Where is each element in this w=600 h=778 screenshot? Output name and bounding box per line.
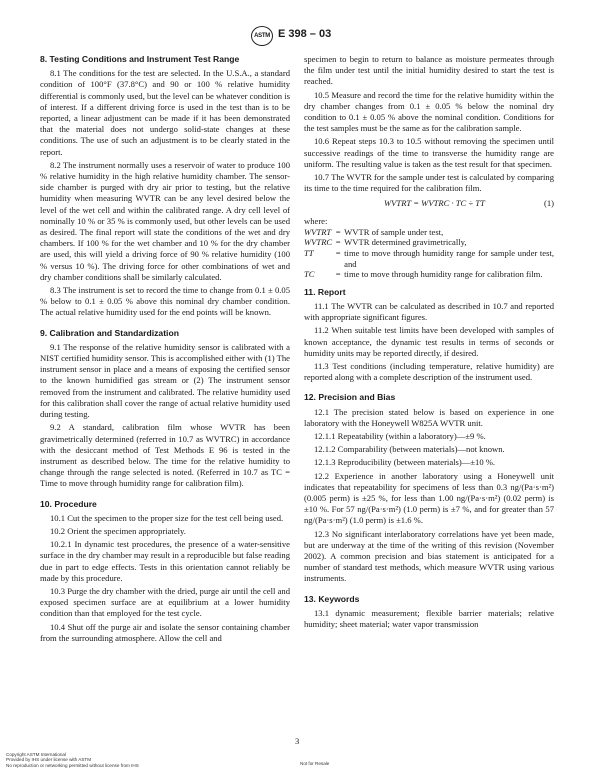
definition-row (304, 227, 554, 238)
paragraph-10-2: 10.2 Orient the specimen appropriately. (50, 525, 186, 536)
section-heading-13: 13. Keywords (304, 593, 360, 604)
paragraph-10-1: 10.1 Cut the specimen to the proper size for the test cell being used. (50, 512, 284, 523)
page-header (0, 24, 600, 48)
paragraph-10-5: 10.5 Measure and record the time for the relative humidity within the dry chamber changes from 0.1 ± 0.05 % below the nominal dry condition to 0.1 ± 0.05 % above the nominal condition. Conditions for the test samples must be the same as for the calibration sample. (304, 89, 554, 134)
section-heading-9: 9. Calibration and Standardization (40, 327, 179, 338)
definition-row (304, 248, 554, 269)
paragraph-12-1-2: 12.1.2 Comparability (between materials)—not known. (314, 444, 505, 455)
astm-logo: ASTM (251, 26, 273, 46)
paragraph-12-1-1: 12.1.1 Repeatability (within a laboratory)—±9 %. (314, 431, 486, 442)
paragraph-10-4: 10.4 Shut off the purge air and isolate the sensor containing chamber from the surrounding atmosphere. Allow the cell and (40, 621, 290, 643)
definition-symbol: WVTRC (304, 237, 333, 248)
paragraph-11-2: 11.2 When suitable test limits have been developed with samples of known acceptance, the dynamic test results in terms of seconds or humidity units may be reported directly, if desired. (304, 325, 554, 358)
paragraph-8-2: 8.2 The instrument normally uses a reservoir of water to produce 100 % relative humidity in the high relative humidity chamber. The sensor-side chamber is purged with dry air prior to testing, but the relative humidity when measuring WVTR can be any level desired below the level of the wet cell and within the calibrated range. A dry cell level of nominally 10 % or 35 % is commonly used, but other levels can be used as desired. The final report will state the conditions of the wet and dry chambers. If 100 % for the wet chamber and 10 % for the dry chamber are used, this will yield a driving force of 90 % relative humidity (100 % versus 10 %). The driving force for other combinations of wet and dry chamber conditions shall be similarly calculated. (40, 159, 290, 282)
definition-row (304, 237, 554, 248)
page-number: 3 (295, 736, 300, 746)
paragraph-8-3: 8.3 The instrument is set to record the time to change from 0.1 ± 0.05 % below to 0.1 ± 0.05 % above this nominal dry chamber condition. The actual relative humidity used for the end points will be known. (40, 285, 290, 318)
equation-1 (304, 198, 554, 209)
paragraph-10-3: 10.3 Purge the dry chamber with the dried, purge air until the cell and exposed specimen surface are at equilibrium at a lower humidity condition than that employed for the test cycle. (40, 585, 290, 619)
reproduction-line: No reproduction or networking permitted without license from IHS (6, 762, 139, 768)
section-heading-8: 8. Testing Conditions and Instrument Test Range (40, 54, 240, 64)
copyright-notice (6, 752, 139, 768)
paragraph-8-1: 8.1 The conditions for the test are selected. In the U.S.A., a standard condition of 100°F (37.8°C) and 90 or 100 % relative humidity differential is commonly used, but the level can be whatever condition is of interest. If a different driving force is used in the test than is to be reported, a linear adjustment can be made if it has been demonstrated that the material does not undergo solid-state changes at these conditions. The use of such an adjustment is to be clearly stated in the report. (40, 68, 290, 157)
definition-text: time to move through humidity range for calibration film. (344, 269, 543, 280)
section-heading-10: 10. Procedure (40, 498, 97, 509)
license-line: Provided by IHS under license with ASTM (6, 757, 92, 763)
definition-text: time to move through humidity range for sample under test, and (344, 248, 554, 269)
paragraph-10-4-continued: specimen to begin to return to balance as moisture permeates through the film under test until the initial humidity desired to start the test is reached. (304, 54, 554, 87)
definition-text: WVTR of sample under test, (344, 226, 444, 237)
copyright-line: Copyright ASTM International (6, 752, 67, 757)
definition-symbol: TC (304, 269, 315, 280)
section-heading-12: 12. Precision and Bias (304, 392, 396, 403)
not-for-resale-label: Not for Resale (300, 761, 330, 766)
paragraph-12-3: 12.3 No significant interlaboratory correlations have yet been made, but are underway at the time of the writing of this revision (November 2002). A common precision and bias statement is anticipated for a number of standard test methods, which measure WVTR using various instruments. (304, 528, 554, 584)
definition-symbol: TT (304, 248, 314, 259)
paragraph-9-1: 9.1 The response of the relative humidity sensor is calibrated with a NIST certified humidity sensor. This is accomplished either with (1) The instrument sensor in place and a means of exposing the certified sensor to the known humidified gas stream or (2) The instrument sensor removed from the instrument and calibrated. The relative humidity used for this calibration shall cover the range of actual relative humidity used during testing. (40, 341, 290, 420)
section-heading-11: 11. Report (304, 286, 346, 297)
right-column (304, 54, 554, 632)
paragraph-10-6: 10.6 Repeat steps 10.3 to 10.5 without removing the specimen until successive readings of the time to transverse the humidity range are uniform. The resulting value is taken as the test result for that specimen. (304, 136, 554, 169)
definition-symbol: WVTRT (304, 226, 332, 237)
definition-equals: = (335, 248, 341, 259)
paragraph-11-3: 11.3 Test conditions (including temperature, relative humidity) are reported along with a complete description of the instrument used. (304, 361, 554, 383)
paragraph-12-1: 12.1 The precision stated below is based on experience in one laboratory with the Honeywell W825A WVTR unit. (304, 406, 554, 428)
equation-number: (1) (543, 198, 554, 209)
paragraph-10-7: 10.7 The WVTR for the sample under test is calculated by comparing its time to the time required for the calibration film. (304, 172, 554, 194)
paragraph-11-1: 11.1 The WVTR can be calculated as described in 10.7 and reported with appropriate significant figures. (304, 301, 554, 323)
equation-text: WVTRT = WVTRC · TC ÷ TT (384, 198, 485, 209)
standard-designation: E 398 – 03 (278, 28, 332, 40)
definition-row (304, 269, 554, 280)
variable-definitions (304, 227, 554, 280)
definition-equals: = (335, 226, 341, 237)
definition-text: WVTR determined gravimetrically, (344, 237, 467, 248)
paragraph-9-2: 9.2 A standard, calibration film whose WVTR has been gravimetrically determined (referred in 10.7 as WVTRC) in accordance with the desiccant method of Test Methods E 96 is tested in the instrument as described below. The time for the relative humidity to change through the range selected is noted. (Referred in 10.7 as TC = Time to move through humidity range for calibration film). (40, 422, 290, 489)
left-column (40, 54, 290, 646)
where-label: where: (304, 215, 328, 226)
paragraph-10-2-1: 10.2.1 In dynamic test procedures, the presence of a water-sensitive surface in the dry chamber may result in a reproducible but false reading due in part to edge effects. Tests in this orientation cannot reliably be made by this procedure. (40, 539, 290, 583)
paragraph-12-2: 12.2 Experience in another laboratory using a Honeywell unit indicates that repeatability for specimens of less than 0.3 ng/(Pa·s·m²) (0.005 perm) is ±25 %, for less than 1.00 ng/(Pa·s·m²) (0.02 perm) is ±10 %. For 57 ng/(Pa·s·m²) (1.0 perm) is ±7 %, and for greater than 57 ng/(Pa·s·m²) (1.0 perm) is ±1.6 %. (304, 470, 554, 526)
definition-equals: = (335, 269, 341, 280)
paragraph-12-1-3: 12.1.3 Reproducibility (between materials)—±10 %. (314, 457, 496, 468)
paragraph-13-1: 13.1 dynamic measurement; flexible barrier materials; relative humidity; sheet material; water vapor transmission (304, 607, 554, 630)
definition-equals: = (335, 237, 341, 248)
